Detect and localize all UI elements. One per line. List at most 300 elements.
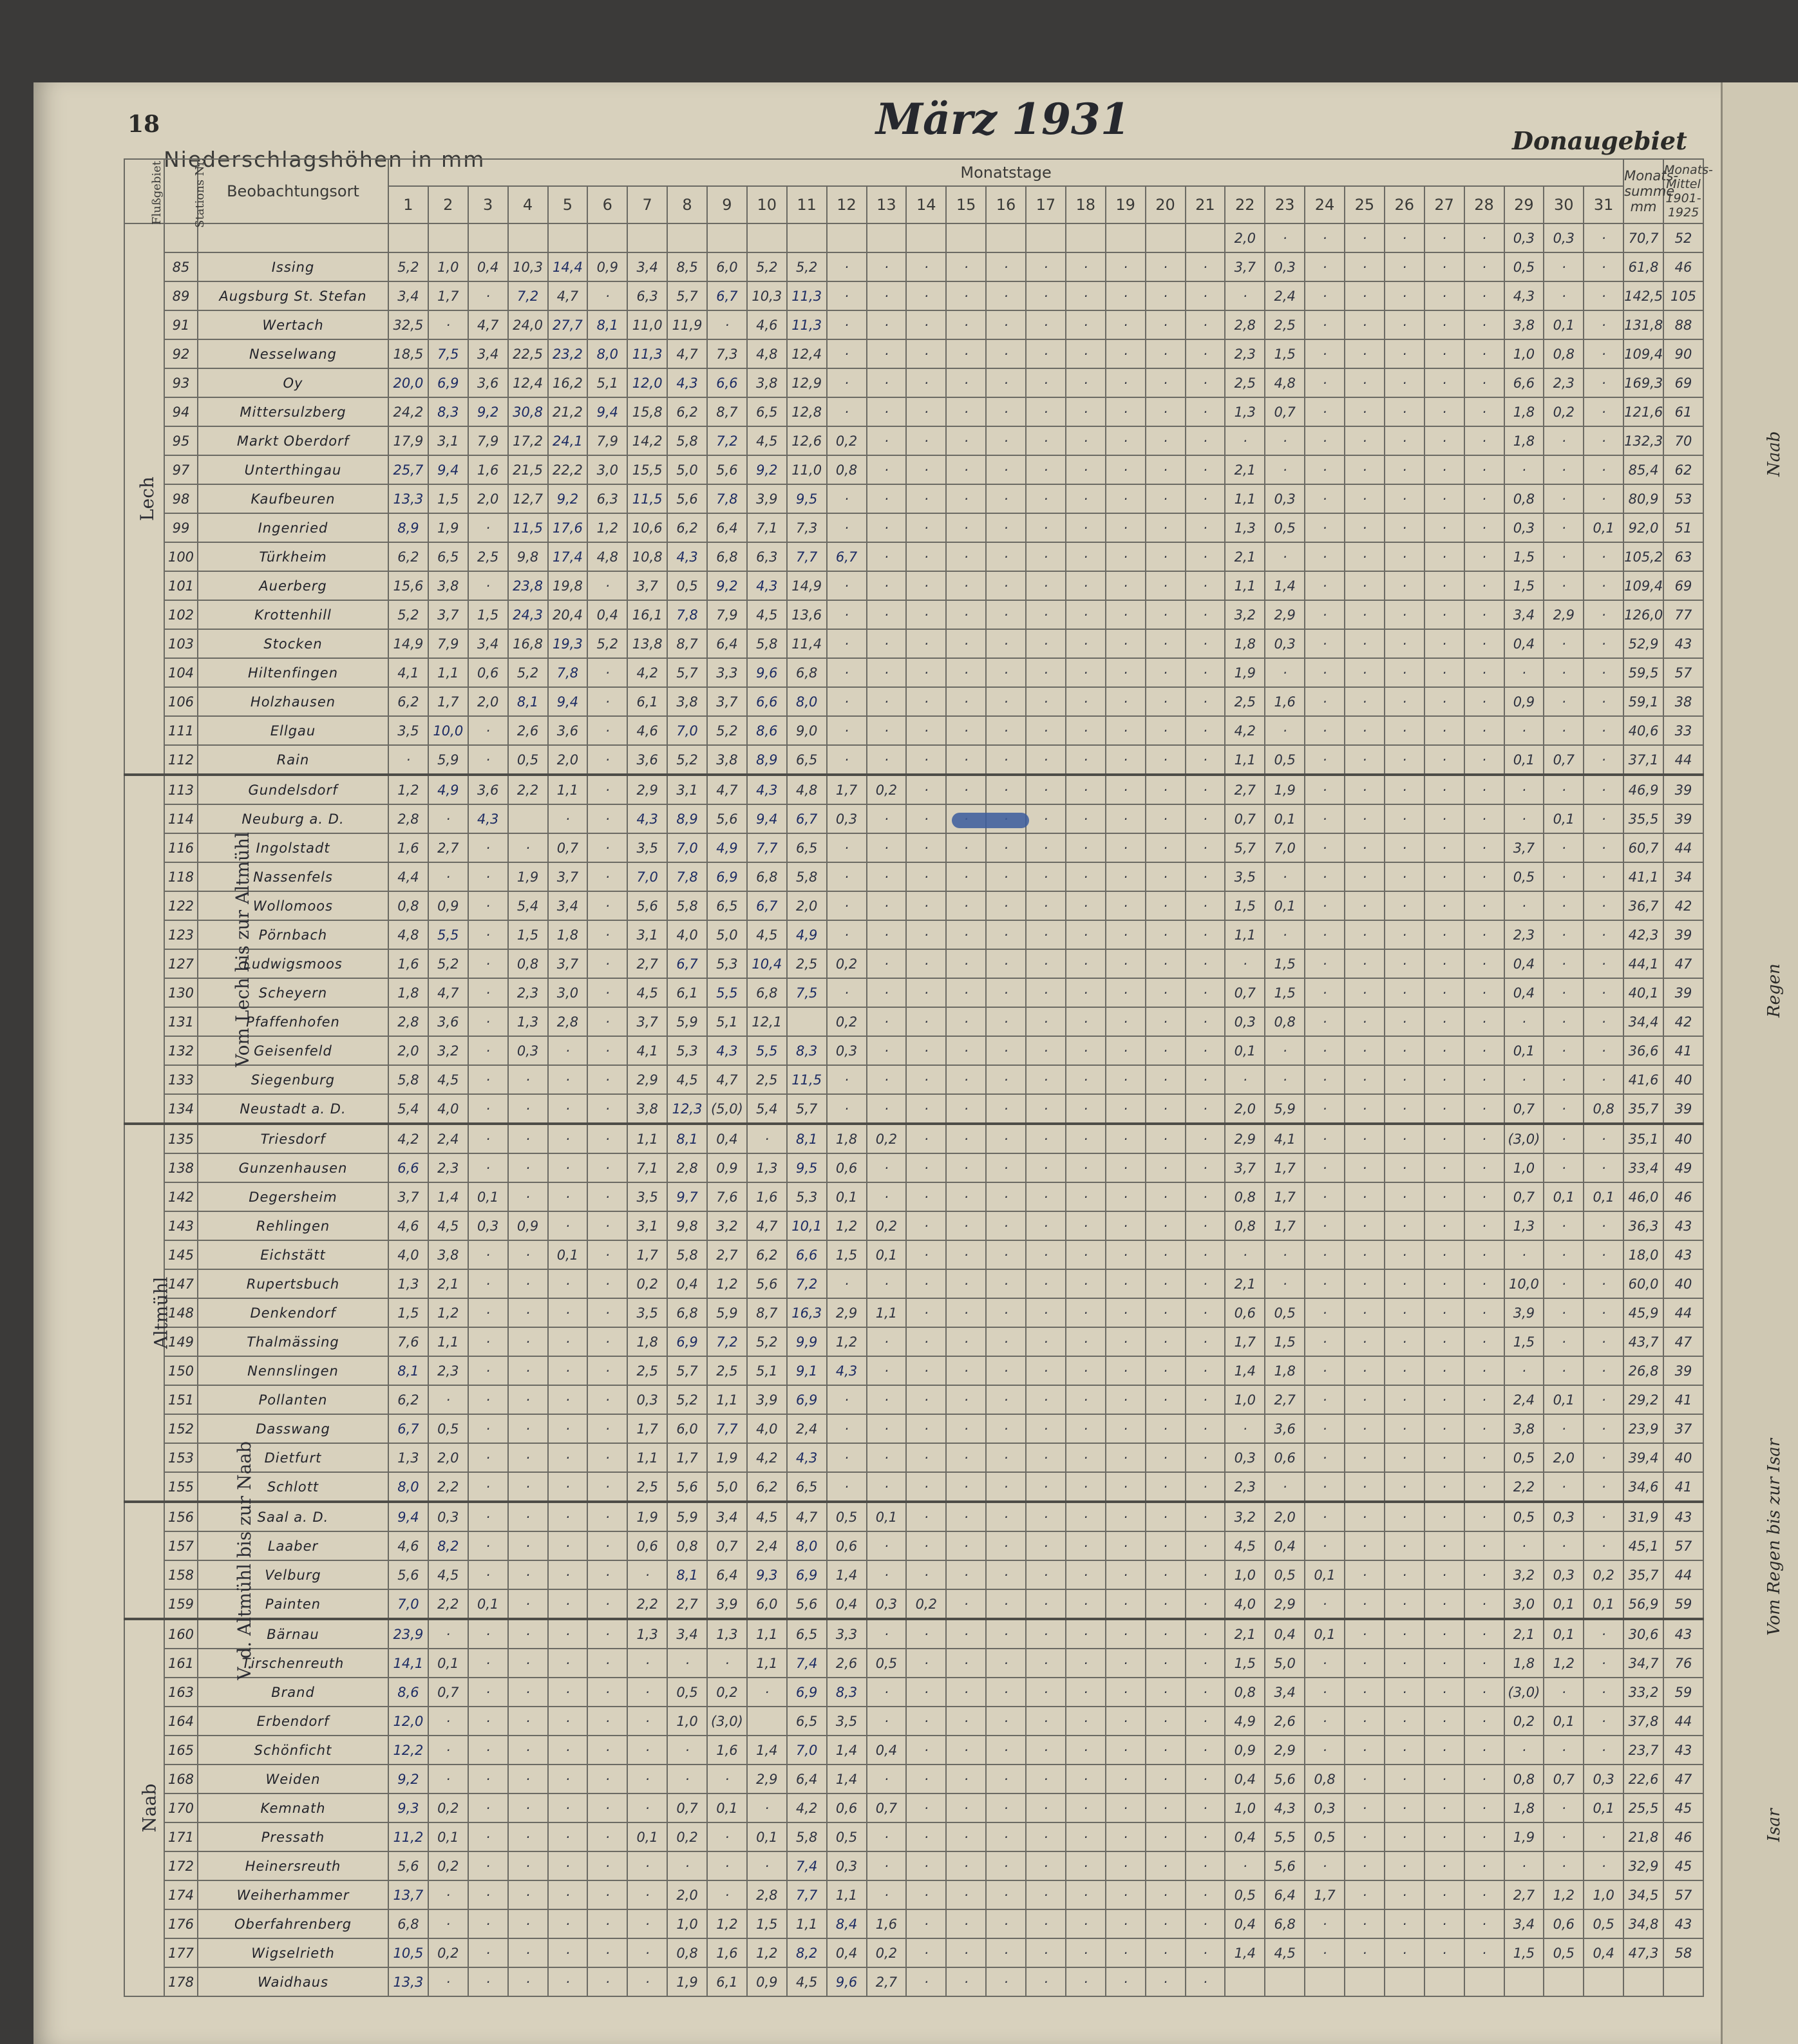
day-value: · — [1146, 804, 1186, 833]
day-value: · — [867, 804, 907, 833]
day-value: · — [747, 1851, 787, 1880]
day-value: · — [1066, 862, 1106, 891]
day-value: 7,9 — [587, 426, 627, 455]
station-number: 133 — [164, 1065, 198, 1094]
day-value: 2,0 — [1544, 1443, 1584, 1472]
day-value: · — [946, 1793, 986, 1822]
month-mean: 43 — [1663, 1619, 1703, 1649]
day-value: · — [1146, 949, 1186, 978]
day-value: · — [1345, 542, 1385, 571]
day-value: · — [1584, 716, 1623, 745]
day-value: · — [1464, 1502, 1504, 1531]
day-value: · — [1584, 1414, 1623, 1443]
day-value: · — [1026, 1240, 1066, 1269]
day-value: · — [986, 1327, 1026, 1356]
day-value: 0,1 — [1584, 1793, 1623, 1822]
day-value: 24,2 — [388, 397, 428, 426]
station-number: 116 — [164, 833, 198, 862]
day-value: · — [1385, 1327, 1424, 1356]
day-value: · — [1146, 1443, 1186, 1472]
day-value: 0,1 — [428, 1649, 468, 1678]
day-value: 19,8 — [548, 571, 588, 600]
month-sum: 40,1 — [1623, 978, 1663, 1007]
day-value: · — [1424, 1124, 1464, 1153]
day-value: 0,6 — [1225, 1298, 1265, 1327]
day-value: 0,5 — [827, 1502, 867, 1531]
day-value: · — [946, 252, 986, 281]
day-value: 6,2 — [388, 687, 428, 716]
day-value: · — [867, 1065, 907, 1094]
station-number: 130 — [164, 978, 198, 1007]
day-value: 1,0 — [1225, 1385, 1265, 1414]
day-value: · — [1066, 339, 1106, 368]
day-value: · — [1146, 1065, 1186, 1094]
station-number: 95 — [164, 426, 198, 455]
day-value: · — [1464, 339, 1504, 368]
day-value: 3,6 — [468, 368, 508, 397]
month-sum: 34,8 — [1623, 1909, 1663, 1938]
day-value: · — [1026, 920, 1066, 949]
day-value: 11,5 — [508, 513, 548, 542]
day-value: 1,5 — [1265, 1327, 1305, 1356]
day-value: 6,6 — [787, 1240, 827, 1269]
day-value: · — [548, 1327, 588, 1356]
day-value: · — [1265, 1269, 1305, 1298]
day-value: 0,3 — [1265, 629, 1305, 658]
day-value: 4,5 — [747, 426, 787, 455]
station-number: 101 — [164, 571, 198, 600]
day-value: 2,9 — [627, 775, 667, 804]
day-value: 0,5 — [1265, 513, 1305, 542]
day-value: 5,9 — [428, 745, 468, 775]
day-value: 9,9 — [787, 1327, 827, 1356]
day-value: · — [468, 1124, 508, 1153]
day-value: 1,5 — [1265, 978, 1305, 1007]
day-value: · — [508, 1619, 548, 1649]
day-value: · — [986, 629, 1026, 658]
day-value: · — [906, 862, 946, 891]
day-value: · — [667, 1765, 707, 1793]
day-value: 5,5 — [747, 1036, 787, 1065]
day-value: · — [508, 1065, 548, 1094]
day-value: · — [548, 1793, 588, 1822]
day-value: · — [468, 1967, 508, 1996]
table-row — [124, 310, 1703, 339]
day-value: · — [1186, 1269, 1225, 1298]
month-mean: 39 — [1663, 1094, 1703, 1124]
day-value: 0,9 — [428, 891, 468, 920]
day-value: · — [548, 1472, 588, 1502]
day-value: 6,6 — [707, 368, 747, 397]
day-value: · — [1544, 775, 1584, 804]
day-value: · — [1385, 1240, 1424, 1269]
day-value: · — [1385, 687, 1424, 716]
day-value: · — [906, 1385, 946, 1414]
day-value: · — [1026, 1211, 1066, 1240]
day-value: · — [468, 1707, 508, 1736]
day-value: · — [986, 949, 1026, 978]
station-name: Schönficht — [198, 1736, 388, 1765]
day-value: 1,3 — [388, 1269, 428, 1298]
table-row — [124, 1560, 1703, 1589]
day-value: · — [1305, 1472, 1345, 1502]
day-value: 1,8 — [1265, 1356, 1305, 1385]
month-sum: 59,1 — [1623, 687, 1663, 716]
day-value: · — [1385, 1736, 1424, 1765]
day-value: · — [1186, 1385, 1225, 1414]
day-value — [1544, 1967, 1584, 1996]
day-value: · — [1385, 1443, 1424, 1472]
day-value: · — [1584, 281, 1623, 310]
day-value: · — [1146, 716, 1186, 745]
day-value: · — [946, 1153, 986, 1182]
day-value: 1,3 — [1504, 1211, 1544, 1240]
day-value: · — [428, 1909, 468, 1938]
day-value: · — [986, 1385, 1026, 1414]
day-value: · — [1186, 571, 1225, 600]
station-number: 152 — [164, 1414, 198, 1443]
table-row — [124, 281, 1703, 310]
day-value: · — [508, 1443, 548, 1472]
ink-smear — [952, 813, 1029, 828]
table-row — [124, 223, 1703, 252]
day-value: 0,7 — [1225, 804, 1265, 833]
day-value: 25,7 — [388, 455, 428, 484]
day-value: 5,6 — [1265, 1851, 1305, 1880]
month-mean: 43 — [1663, 1909, 1703, 1938]
day-value: · — [1345, 862, 1385, 891]
day-value: 0,5 — [508, 745, 548, 775]
day-value: 6,0 — [707, 252, 747, 281]
day-value: · — [827, 1094, 867, 1124]
day-value: · — [1584, 455, 1623, 484]
day-value: 3,5 — [627, 1182, 667, 1211]
day-value: 12,2 — [388, 1736, 428, 1765]
day-number: 31 — [1584, 186, 1623, 223]
day-value: · — [627, 1880, 667, 1909]
day-value: 9,2 — [747, 455, 787, 484]
day-value: · — [1385, 949, 1424, 978]
day-value: · — [1106, 1327, 1146, 1356]
station-name: Markt Oberdorf — [198, 426, 388, 455]
day-value: 1,2 — [428, 1298, 468, 1327]
day-value: 5,6 — [747, 1269, 787, 1298]
day-value: · — [1026, 281, 1066, 310]
day-value: · — [906, 1269, 946, 1298]
day-value: · — [1424, 1007, 1464, 1036]
day-value: · — [1424, 1531, 1464, 1560]
day-value: · — [587, 1269, 627, 1298]
day-value: · — [468, 1414, 508, 1443]
day-value: · — [1385, 716, 1424, 745]
day-value: · — [986, 1678, 1026, 1707]
day-value: 1,5 — [1504, 542, 1544, 571]
day-value: · — [587, 1707, 627, 1736]
day-value: · — [548, 1269, 588, 1298]
day-value: · — [906, 920, 946, 949]
day-value: 1,3 — [1225, 397, 1265, 426]
day-value: · — [1146, 775, 1186, 804]
day-value: 9,5 — [787, 1153, 827, 1182]
day-value: · — [1106, 1036, 1146, 1065]
day-value: · — [468, 1793, 508, 1822]
day-value: 0,3 — [1305, 1793, 1345, 1822]
day-value: 4,1 — [388, 658, 428, 687]
day-value: 3,4 — [468, 629, 508, 658]
day-value: 3,8 — [1504, 310, 1544, 339]
station-number: 104 — [164, 658, 198, 687]
day-value: · — [1026, 426, 1066, 455]
day-value: · — [1066, 1736, 1106, 1765]
month-mean: 40 — [1663, 1443, 1703, 1472]
station-number: 172 — [164, 1851, 198, 1880]
day-value: · — [1106, 949, 1146, 978]
day-value: 0,2 — [867, 1938, 907, 1967]
day-value: · — [1186, 368, 1225, 397]
table-row — [124, 1414, 1703, 1443]
day-value: 1,8 — [548, 920, 588, 949]
month-sum: 40,6 — [1623, 716, 1663, 745]
month-sum: 131,8 — [1623, 310, 1663, 339]
station-name: Geisenfeld — [198, 1036, 388, 1065]
month-sum: 35,5 — [1623, 804, 1663, 833]
month-mean: 61 — [1663, 397, 1703, 426]
day-value: 0,5 — [1265, 1298, 1305, 1327]
day-value: 5,3 — [707, 949, 747, 978]
day-value: · — [1146, 1182, 1186, 1211]
day-value: · — [1146, 1967, 1186, 1996]
day-value: · — [1424, 862, 1464, 891]
table-row — [124, 1531, 1703, 1560]
day-value: · — [1066, 1472, 1106, 1502]
day-value: · — [1146, 1649, 1186, 1678]
month-sum: 45,1 — [1623, 1531, 1663, 1560]
day-value: 7,4 — [787, 1851, 827, 1880]
day-value: 3,3 — [707, 658, 747, 687]
day-value: · — [1385, 1909, 1424, 1938]
day-value: · — [1464, 1678, 1504, 1707]
day-value: 6,8 — [1265, 1909, 1305, 1938]
day-value — [747, 1707, 787, 1736]
day-value: 6,7 — [827, 542, 867, 571]
day-value: · — [1106, 1793, 1146, 1822]
day-value: 2,2 — [1504, 1472, 1544, 1502]
station-number: 132 — [164, 1036, 198, 1065]
station-name: Ludwigsmoos — [198, 949, 388, 978]
day-value: 2,2 — [508, 775, 548, 804]
day-value: · — [906, 1938, 946, 1967]
day-value: 0,5 — [428, 1414, 468, 1443]
day-value: 1,0 — [1225, 1560, 1265, 1589]
station-number: 134 — [164, 1094, 198, 1124]
day-value: · — [827, 745, 867, 775]
day-value: 8,0 — [787, 1531, 827, 1560]
month-sum: 126,0 — [1623, 600, 1663, 629]
day-value: · — [587, 571, 627, 600]
month-mean: 39 — [1663, 1356, 1703, 1385]
table-row — [124, 687, 1703, 716]
day-value: · — [627, 1938, 667, 1967]
station-number: 106 — [164, 687, 198, 716]
day-value: · — [946, 571, 986, 600]
day-value: 8,3 — [428, 397, 468, 426]
day-value — [747, 223, 787, 252]
month-mean: 41 — [1663, 1472, 1703, 1502]
day-value: · — [1106, 804, 1146, 833]
day-value: 5,0 — [667, 455, 707, 484]
day-value: · — [468, 1298, 508, 1327]
day-value — [1106, 223, 1146, 252]
month-sum: 132,3 — [1623, 426, 1663, 455]
day-value: 5,4 — [508, 891, 548, 920]
day-number: 27 — [1424, 186, 1464, 223]
day-value: 13,6 — [787, 600, 827, 629]
month-mean: 39 — [1663, 920, 1703, 949]
day-value: · — [1385, 252, 1424, 281]
month-mean: 51 — [1663, 513, 1703, 542]
day-value: 6,3 — [747, 542, 787, 571]
day-value: · — [1026, 978, 1066, 1007]
day-value: 6,8 — [787, 658, 827, 687]
day-value: · — [1464, 1649, 1504, 1678]
day-number: 7 — [627, 186, 667, 223]
day-value: · — [867, 1472, 907, 1502]
day-number: 17 — [1026, 186, 1066, 223]
day-value: 0,1 — [867, 1240, 907, 1269]
day-value: · — [428, 1736, 468, 1765]
station-number: 148 — [164, 1298, 198, 1327]
day-value: 4,5 — [747, 1502, 787, 1531]
day-value: 3,0 — [587, 455, 627, 484]
day-value: · — [1026, 542, 1066, 571]
day-value: · — [1026, 1822, 1066, 1851]
day-value: · — [1544, 1736, 1584, 1765]
station-number: 157 — [164, 1531, 198, 1560]
day-value: · — [1584, 1502, 1623, 1531]
station-number: 174 — [164, 1880, 198, 1909]
month-mean: 45 — [1663, 1851, 1703, 1880]
day-value: 3,1 — [627, 920, 667, 949]
day-value: · — [867, 484, 907, 513]
day-number: 23 — [1265, 186, 1305, 223]
day-value: 8,4 — [827, 1909, 867, 1938]
table-row — [124, 1880, 1703, 1909]
table-row — [124, 368, 1703, 397]
day-value: 0,1 — [1544, 1182, 1584, 1211]
day-value: · — [1345, 281, 1385, 310]
day-value: · — [1544, 1356, 1584, 1385]
day-value: · — [1186, 1007, 1225, 1036]
day-value: · — [827, 281, 867, 310]
day-value: · — [508, 1327, 548, 1356]
basin-label: Altmühl — [124, 1124, 164, 1502]
day-value: · — [1305, 1443, 1345, 1472]
day-value: 6,8 — [388, 1909, 428, 1938]
day-value: 2,6 — [827, 1649, 867, 1678]
day-value: 0,7 — [1265, 397, 1305, 426]
day-value: 9,2 — [548, 484, 588, 513]
day-value: · — [1265, 1036, 1305, 1065]
day-value: 2,5 — [707, 1356, 747, 1385]
day-value: · — [1584, 687, 1623, 716]
table-row — [124, 600, 1703, 629]
day-value: · — [1345, 1619, 1385, 1649]
day-value: · — [1146, 1356, 1186, 1385]
day-value: 9,7 — [667, 1182, 707, 1211]
day-value: 16,3 — [787, 1298, 827, 1327]
day-value: 4,5 — [428, 1065, 468, 1094]
day-value: · — [986, 745, 1026, 775]
station-name: Hiltenfingen — [198, 658, 388, 687]
day-value: 1,5 — [1225, 891, 1265, 920]
day-value: 8,1 — [587, 310, 627, 339]
station-number: 98 — [164, 484, 198, 513]
day-value: · — [1106, 426, 1146, 455]
day-value: 0,8 — [1265, 1007, 1305, 1036]
day-value: 7,3 — [787, 513, 827, 542]
station-name: Augsburg St. Stefan — [198, 281, 388, 310]
day-value: · — [906, 1472, 946, 1502]
day-value: 0,9 — [1504, 687, 1544, 716]
day-value: · — [1464, 833, 1504, 862]
day-value: · — [1066, 658, 1106, 687]
day-value: 6,8 — [667, 1298, 707, 1327]
day-value: · — [1385, 397, 1424, 426]
station-number: 118 — [164, 862, 198, 891]
day-value: · — [1146, 1124, 1186, 1153]
day-value: · — [906, 1880, 946, 1909]
day-value: · — [1345, 1793, 1385, 1822]
day-value: 3,7 — [548, 949, 588, 978]
day-value: · — [1146, 629, 1186, 658]
day-value: · — [986, 1007, 1026, 1036]
day-value: · — [428, 1765, 468, 1793]
day-value: 4,7 — [548, 281, 588, 310]
day-number: 15 — [946, 186, 986, 223]
day-value: · — [946, 1531, 986, 1560]
day-value: 5,3 — [787, 1182, 827, 1211]
day-value: 9,4 — [428, 455, 468, 484]
day-value: 3,1 — [428, 426, 468, 455]
day-value: · — [1464, 629, 1504, 658]
day-value: · — [1584, 775, 1623, 804]
day-value: · — [1066, 1649, 1106, 1678]
day-value: · — [1464, 745, 1504, 775]
day-value: 1,7 — [1265, 1211, 1305, 1240]
day-value: · — [1345, 716, 1385, 745]
day-value: · — [986, 1153, 1026, 1182]
day-value: · — [1424, 629, 1464, 658]
station-name: Holzhausen — [198, 687, 388, 716]
day-value: · — [1106, 571, 1146, 600]
station-number: 135 — [164, 1124, 198, 1153]
day-value: 17,4 — [548, 542, 588, 571]
day-value: 4,5 — [667, 1065, 707, 1094]
day-value: · — [1186, 658, 1225, 687]
table-row — [124, 920, 1703, 949]
day-value: · — [1385, 310, 1424, 339]
day-value: 1,8 — [388, 978, 428, 1007]
day-value: 4,0 — [388, 1240, 428, 1269]
day-value: · — [1385, 1298, 1424, 1327]
day-value: 5,2 — [747, 1327, 787, 1356]
month-sum: 34,7 — [1623, 1649, 1663, 1678]
day-value: 5,5 — [428, 920, 468, 949]
day-value: · — [1464, 1472, 1504, 1502]
day-value: · — [508, 1909, 548, 1938]
month-mean: 47 — [1663, 1765, 1703, 1793]
day-value: · — [986, 1793, 1026, 1822]
